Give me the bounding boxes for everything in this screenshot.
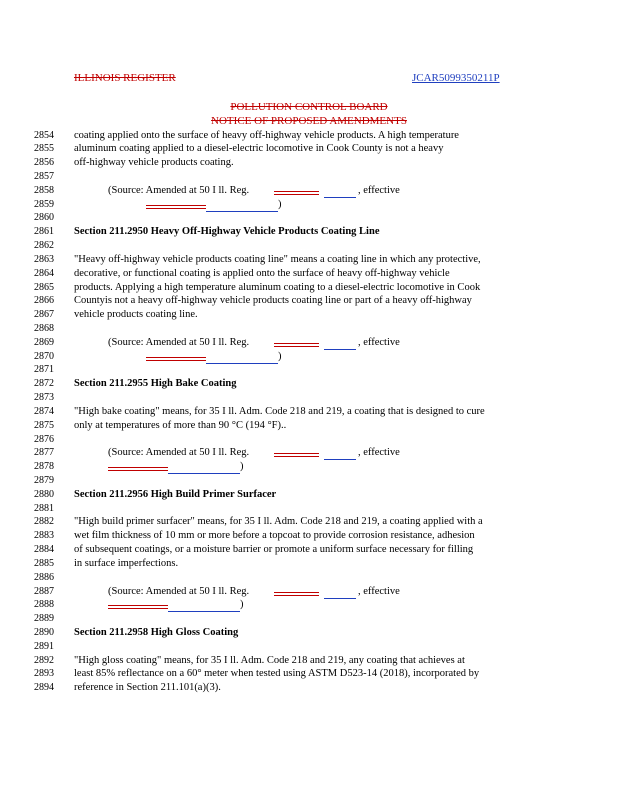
- source-effective: , effective: [358, 184, 400, 196]
- line-number: 2865: [34, 281, 54, 293]
- line-number: 2884: [34, 544, 54, 556]
- inserted-blank-mark: [324, 349, 356, 350]
- body-text: products. Applying a high temperature aluminum coating to a diesel-electric locomotive in Cook: [74, 281, 481, 293]
- body-text: "Heavy off-highway vehicle products coating line" means a coating line in which any protective,: [74, 253, 481, 265]
- line-number: 2859: [34, 198, 54, 210]
- line-number: 2874: [34, 405, 54, 417]
- line-number: 2883: [34, 530, 54, 542]
- line-number: 2873: [34, 392, 54, 404]
- line-number: 2889: [34, 613, 54, 625]
- body-text: least 85% reflectance on a 60° meter when tested using ASTM D523-14 (2018), incorporated by: [74, 668, 480, 680]
- source-note: (Source: Amended at 50 I ll. Reg.: [108, 585, 250, 597]
- section-heading: Section 211.2955 High Bake Coating: [74, 378, 237, 390]
- line-number: 2876: [34, 433, 54, 445]
- line-number: 2868: [34, 322, 54, 334]
- line-number: 2866: [34, 295, 54, 307]
- line-number: 2879: [34, 475, 54, 486]
- line-number: 2863: [34, 253, 54, 265]
- deleted-text-mark: [146, 205, 206, 209]
- line-number: 2867: [34, 309, 54, 321]
- body-text: "High build primer surfacer" means, for 35 I ll. Adm. Code 218 and 219, a coating applied with a: [74, 516, 483, 528]
- line-number: 2885: [34, 557, 54, 569]
- source-effective: , effective: [358, 336, 400, 348]
- inserted-blank-mark: [168, 611, 240, 612]
- close-paren: ): [278, 198, 282, 210]
- deleted-text-mark: [274, 343, 319, 347]
- close-paren: ): [240, 461, 244, 473]
- body-text: wet film thickness of 10 mm or more before a topcoat to provide corrosion resistance, adhesion: [74, 530, 475, 542]
- line-number: 2878: [34, 461, 54, 473]
- line-number: 2875: [34, 419, 54, 431]
- body-text: aluminum coating applied to a diesel-electric locomotive in Cook County is not a heavy: [74, 143, 444, 155]
- line-number: 2869: [34, 336, 54, 348]
- body-text: "High gloss coating" means, for 35 I ll. Adm. Code 218 and 219, any coating that achieves at: [74, 654, 465, 666]
- inserted-blank-mark: [324, 197, 356, 198]
- line-number: 2870: [34, 350, 54, 362]
- line-number: 2887: [34, 585, 54, 597]
- line-number: 2877: [34, 447, 54, 459]
- line-number: 2894: [34, 682, 54, 694]
- line-number: 2891: [34, 640, 54, 652]
- deleted-text-mark: [108, 605, 168, 609]
- line-number: 2881: [34, 502, 54, 514]
- close-paren: ): [240, 599, 244, 611]
- line-number: 2888: [34, 599, 54, 611]
- line-number: 2864: [34, 267, 54, 279]
- body-text: vehicle products coating line.: [74, 309, 198, 321]
- line-number: 2871: [34, 364, 54, 376]
- page-subtitle: NOTICE OF PROPOSED AMENDMENTS: [211, 115, 407, 127]
- line-number: 2857: [34, 170, 54, 182]
- deleted-text-mark: [274, 453, 319, 457]
- inserted-blank-mark: [324, 459, 356, 460]
- source-note: (Source: Amended at 50 I ll. Reg.: [108, 336, 250, 348]
- deleted-text-mark: [274, 191, 319, 195]
- page-title: POLLUTION CONTROL BOARD: [230, 101, 388, 113]
- section-heading: Section 211.2958 High Gloss Coating: [74, 627, 239, 639]
- deleted-text-mark: [108, 467, 168, 471]
- inserted-blank-mark: [168, 473, 240, 474]
- header-left: ILLINOIS REGISTER: [74, 72, 176, 84]
- line-number: 2893: [34, 668, 54, 680]
- line-number: 2860: [34, 212, 54, 224]
- line-number: 2858: [34, 184, 54, 196]
- body-text: of subsequent coatings, or a moisture barrier or promote a uniform surface necessary for filling: [74, 544, 474, 556]
- source-note: (Source: Amended at 50 I ll. Reg.: [108, 184, 250, 196]
- line-number: 2861: [34, 226, 54, 238]
- body-text: coating applied onto the surface of heavy off-highway vehicle products. A high temperature: [74, 129, 459, 141]
- body-text: reference in Section 211.101(a)(3).: [74, 682, 221, 694]
- line-number: 2855: [34, 143, 54, 155]
- header-right[interactable]: JCAR5099350211P: [412, 72, 500, 84]
- line-number: 2856: [34, 157, 54, 169]
- line-number: 2882: [34, 516, 54, 528]
- line-number: 2872: [34, 378, 54, 390]
- source-note: (Source: Amended at 50 I ll. Reg.: [108, 447, 250, 459]
- body-text: decorative, or functional coating is applied onto the surface of heavy off-highway vehicle: [74, 267, 450, 279]
- deleted-text-mark: [146, 357, 206, 361]
- line-number: 2880: [34, 488, 54, 500]
- body-text: only at temperatures of more than 90 °C (194 °F)..: [74, 419, 287, 431]
- line-number: 2854: [34, 129, 54, 141]
- source-effective: , effective: [358, 447, 400, 459]
- source-effective: , effective: [358, 585, 400, 597]
- body-text: off-highway vehicle products coating.: [74, 157, 234, 169]
- line-number: 2886: [34, 571, 54, 583]
- deleted-text-mark: [274, 592, 319, 596]
- body-text: "High bake coating" means, for 35 I ll. Adm. Code 218 and 219, a coating that is designed to cure: [74, 405, 485, 417]
- body-text: Countyis not a heavy off-highway vehicle products coating line or part of a heavy off-highway: [74, 295, 472, 307]
- inserted-blank-mark: [206, 211, 278, 212]
- line-number: 2890: [34, 627, 54, 639]
- line-number: 2862: [34, 240, 54, 252]
- section-heading: Section 211.2956 High Build Primer Surfacer: [74, 488, 277, 500]
- close-paren: ): [278, 350, 282, 362]
- inserted-blank-mark: [324, 598, 356, 599]
- inserted-blank-mark: [206, 363, 278, 364]
- section-heading: Section 211.2950 Heavy Off-Highway Vehicle Products Coating Line: [74, 226, 380, 238]
- body-text: in surface imperfections.: [74, 557, 179, 569]
- line-number: 2892: [34, 654, 54, 666]
